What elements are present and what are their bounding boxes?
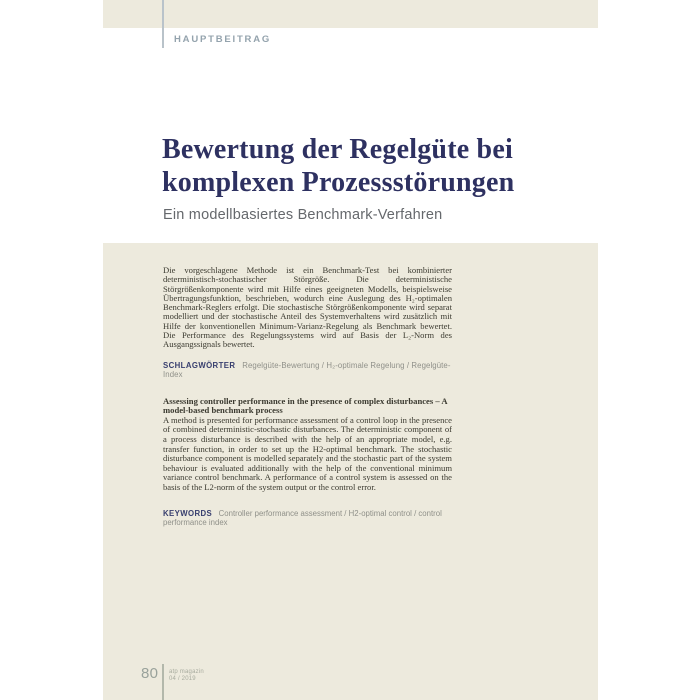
- article-title-line1: Bewertung der Regelgüte bei: [162, 134, 513, 165]
- abstract-english: [163, 397, 452, 493]
- abstract-german: Die vorgeschlagene Methode ist ein Benchmark-Test bei kombinierter deterministisch-stochastischer Störgröße. Die deterministische Störgrößenkomponente wird mit Hilfe eines geeigneten Modells, beispielsweise Übertragungsfunktion, beschrieben, wodurch eine Auslegung des H₂-optimalen Benchmark-Reglers erfolgt. Die stochastische Störgrößenkomponente wird separat modelliert und der stochastische Anteil des Systemverhaltens wird zusätzlich mit Hilfe der konventionellen Minimum-Varianz-Regelung als Benchmark bewertet. Die Performance des Regelungssystems wird auf Basis der L₂-Norm des Ausgangssignals bewertet.: [163, 265, 452, 350]
- kicker-vertical-rule: [162, 0, 164, 48]
- abstract-english-heading: Assessing controller performance in the presence of complex disturbances – A model-based benchmark process: [163, 395, 448, 416]
- article-kicker: HAUPTBEITRAG: [174, 34, 272, 45]
- top-color-band: [103, 0, 598, 28]
- article-subtitle: Ein modellbasiertes Benchmark-Verfahren: [163, 207, 443, 223]
- footer-issue: 04 / 2019: [169, 676, 196, 682]
- keywords-value: Controller performance assessment / H2-optimal control / control performance index: [163, 508, 442, 528]
- article-title: [162, 133, 592, 199]
- schlagwoerter-value: Regelgüte-Bewertung / H₂-optimale Regelung / Regelgüte-Index: [163, 360, 451, 380]
- article-title-line2: komplexen Prozessstörungen: [162, 167, 515, 198]
- schlagwoerter-line: [163, 361, 452, 380]
- abstract-column: [163, 266, 452, 528]
- keywords-line: [163, 509, 452, 528]
- label-gap: [214, 509, 216, 518]
- label-gap: [238, 361, 240, 370]
- footer-journal-name: atp magazin: [169, 669, 204, 675]
- footer-vertical-rule: [162, 664, 164, 700]
- abstract-box: [103, 243, 598, 700]
- footer-journal-info: [169, 669, 204, 683]
- schlagwoerter-label: SCHLAGWÖRTER: [163, 360, 236, 370]
- keywords-label: KEYWORDS: [163, 508, 213, 518]
- page-number: 80: [141, 665, 159, 682]
- abstract-english-body: A method is presented for performance assessment of a control loop in the presence of combined deterministic-stochastic disturbances. The deterministic component of a process disturbance is described with the help of an appropriate model, e.g. transfer function, in order to set up the H2-optimal benchmark. The stochastic disturbance component is modelled separately and the stochastic part of the system behaviour is evaluated additionally with the help of the conventional minimum variance control benchmark. A performance of a control system is assessed on the basis of the L2-norm of the system output or the control error.: [163, 414, 452, 493]
